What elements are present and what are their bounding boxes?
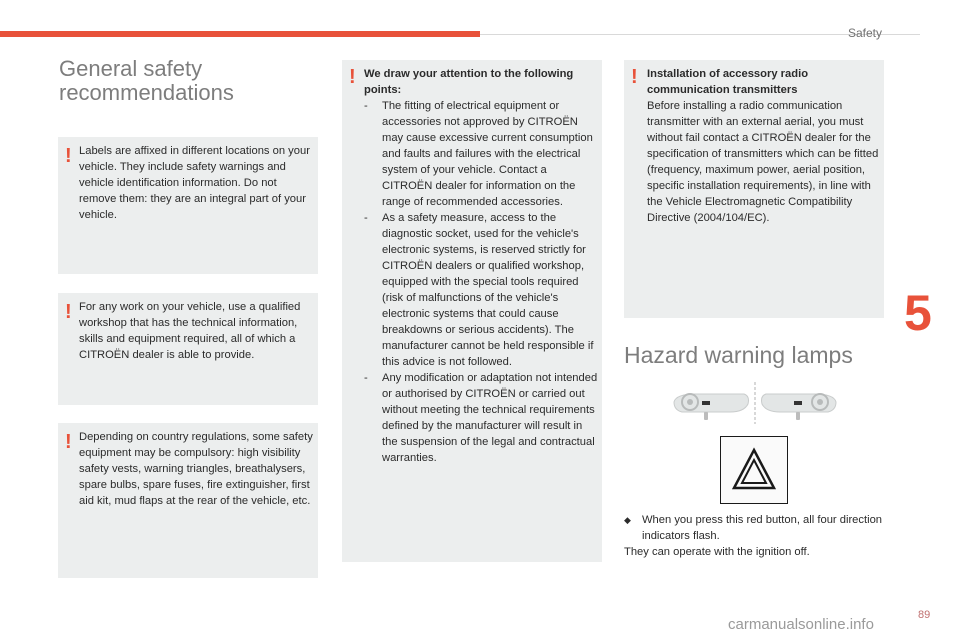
list-item: - Any modification or adaptation not intended or authorised by CITROËN or carried out without meeting the technical requirements defined by the manufacturer will result in the suspension of the legal and contractual warranties. (364, 372, 598, 464)
warning-icon: ! (65, 145, 72, 167)
warning-box-radio (624, 60, 884, 318)
radio-body: Before installing a radio communication transmitter with an external aerial, you must without fail contact a CITROËN dealer for the specification of transmitters which can be fitted (frequency, maximum power, aerial position, specific installation requirements), in line with the Vehicle Electromagnetic Compatibility Directive (2004/104/EC). (647, 100, 879, 224)
warning-icon: ! (65, 431, 72, 453)
warning-text: Depending on country regulations, some safety equipment may be compulsory: high visibility safety vests, warning triangles, breathalysers, spare bulbs, spare fuses, fire extinguisher, first aid kit, mud flaps at the rear of the vehicle, etc. (79, 431, 313, 507)
warning-box-labels (58, 137, 318, 274)
page-number: 89 (918, 609, 931, 621)
attention-heading: We draw your attention to the following points: (364, 68, 574, 96)
warning-box-attention (342, 60, 602, 562)
header-accent-bar (0, 31, 480, 37)
list-item: - The fitting of electrical equipment or accessories not approved by CITROËN may cause excessive current consumption and faults and failures with the electrical system of your vehicle. Contact a CITROËN dealer for information on the range of recommended accessories. (364, 100, 593, 208)
hazard-title: Hazard warning lamps (624, 342, 853, 368)
section-label: Safety (848, 26, 883, 40)
warning-icon: ! (631, 66, 638, 88)
dashboard-illustration (672, 382, 838, 424)
hazard-warning-icon (730, 446, 778, 494)
warning-box-equipment (58, 423, 318, 578)
hazard-note: They can operate with the ignition off. (624, 546, 810, 558)
warning-icon: ! (349, 66, 356, 88)
radio-heading: Installation of accessory radio communication transmitters (647, 68, 809, 96)
hazard-button-illustration (720, 436, 788, 504)
watermark: carmanualsonline.info (728, 616, 874, 633)
rhd-dashboard (762, 394, 837, 420)
warning-text: For any work on your vehicle, use a qualified workshop that has the technical information, skills and equipment required, all of which a CITROËN dealer is able to provide. (79, 301, 301, 361)
arrow-bullet-icon: ◆ (624, 515, 631, 525)
warning-text: Labels are affixed in different locations on your vehicle. They include safety warnings and vehicle identification information. Do not remove them: they are an integral part of your vehicle. (79, 145, 310, 221)
list-item: - As a safety measure, access to the diagnostic socket, used for the vehicle's electronic systems, is reserved strictly for CITROËN dealers or qualified workshop, equipped with the special tools required (risk of malfunctions of the vehicle's electronic systems that could cause breakdowns or serious accidents). The manufacturer cannot be held responsible if this advice is not followed. (364, 212, 594, 368)
hazard-description (624, 512, 884, 560)
page-title: General safety recommendations (59, 56, 234, 105)
chapter-number: 5 (904, 285, 932, 341)
warning-icon: ! (65, 301, 72, 323)
warning-box-workshop (58, 293, 318, 405)
list-item: ◆ When you press this red button, all four direction indicators flash. (624, 514, 883, 542)
lhd-dashboard (674, 394, 749, 420)
